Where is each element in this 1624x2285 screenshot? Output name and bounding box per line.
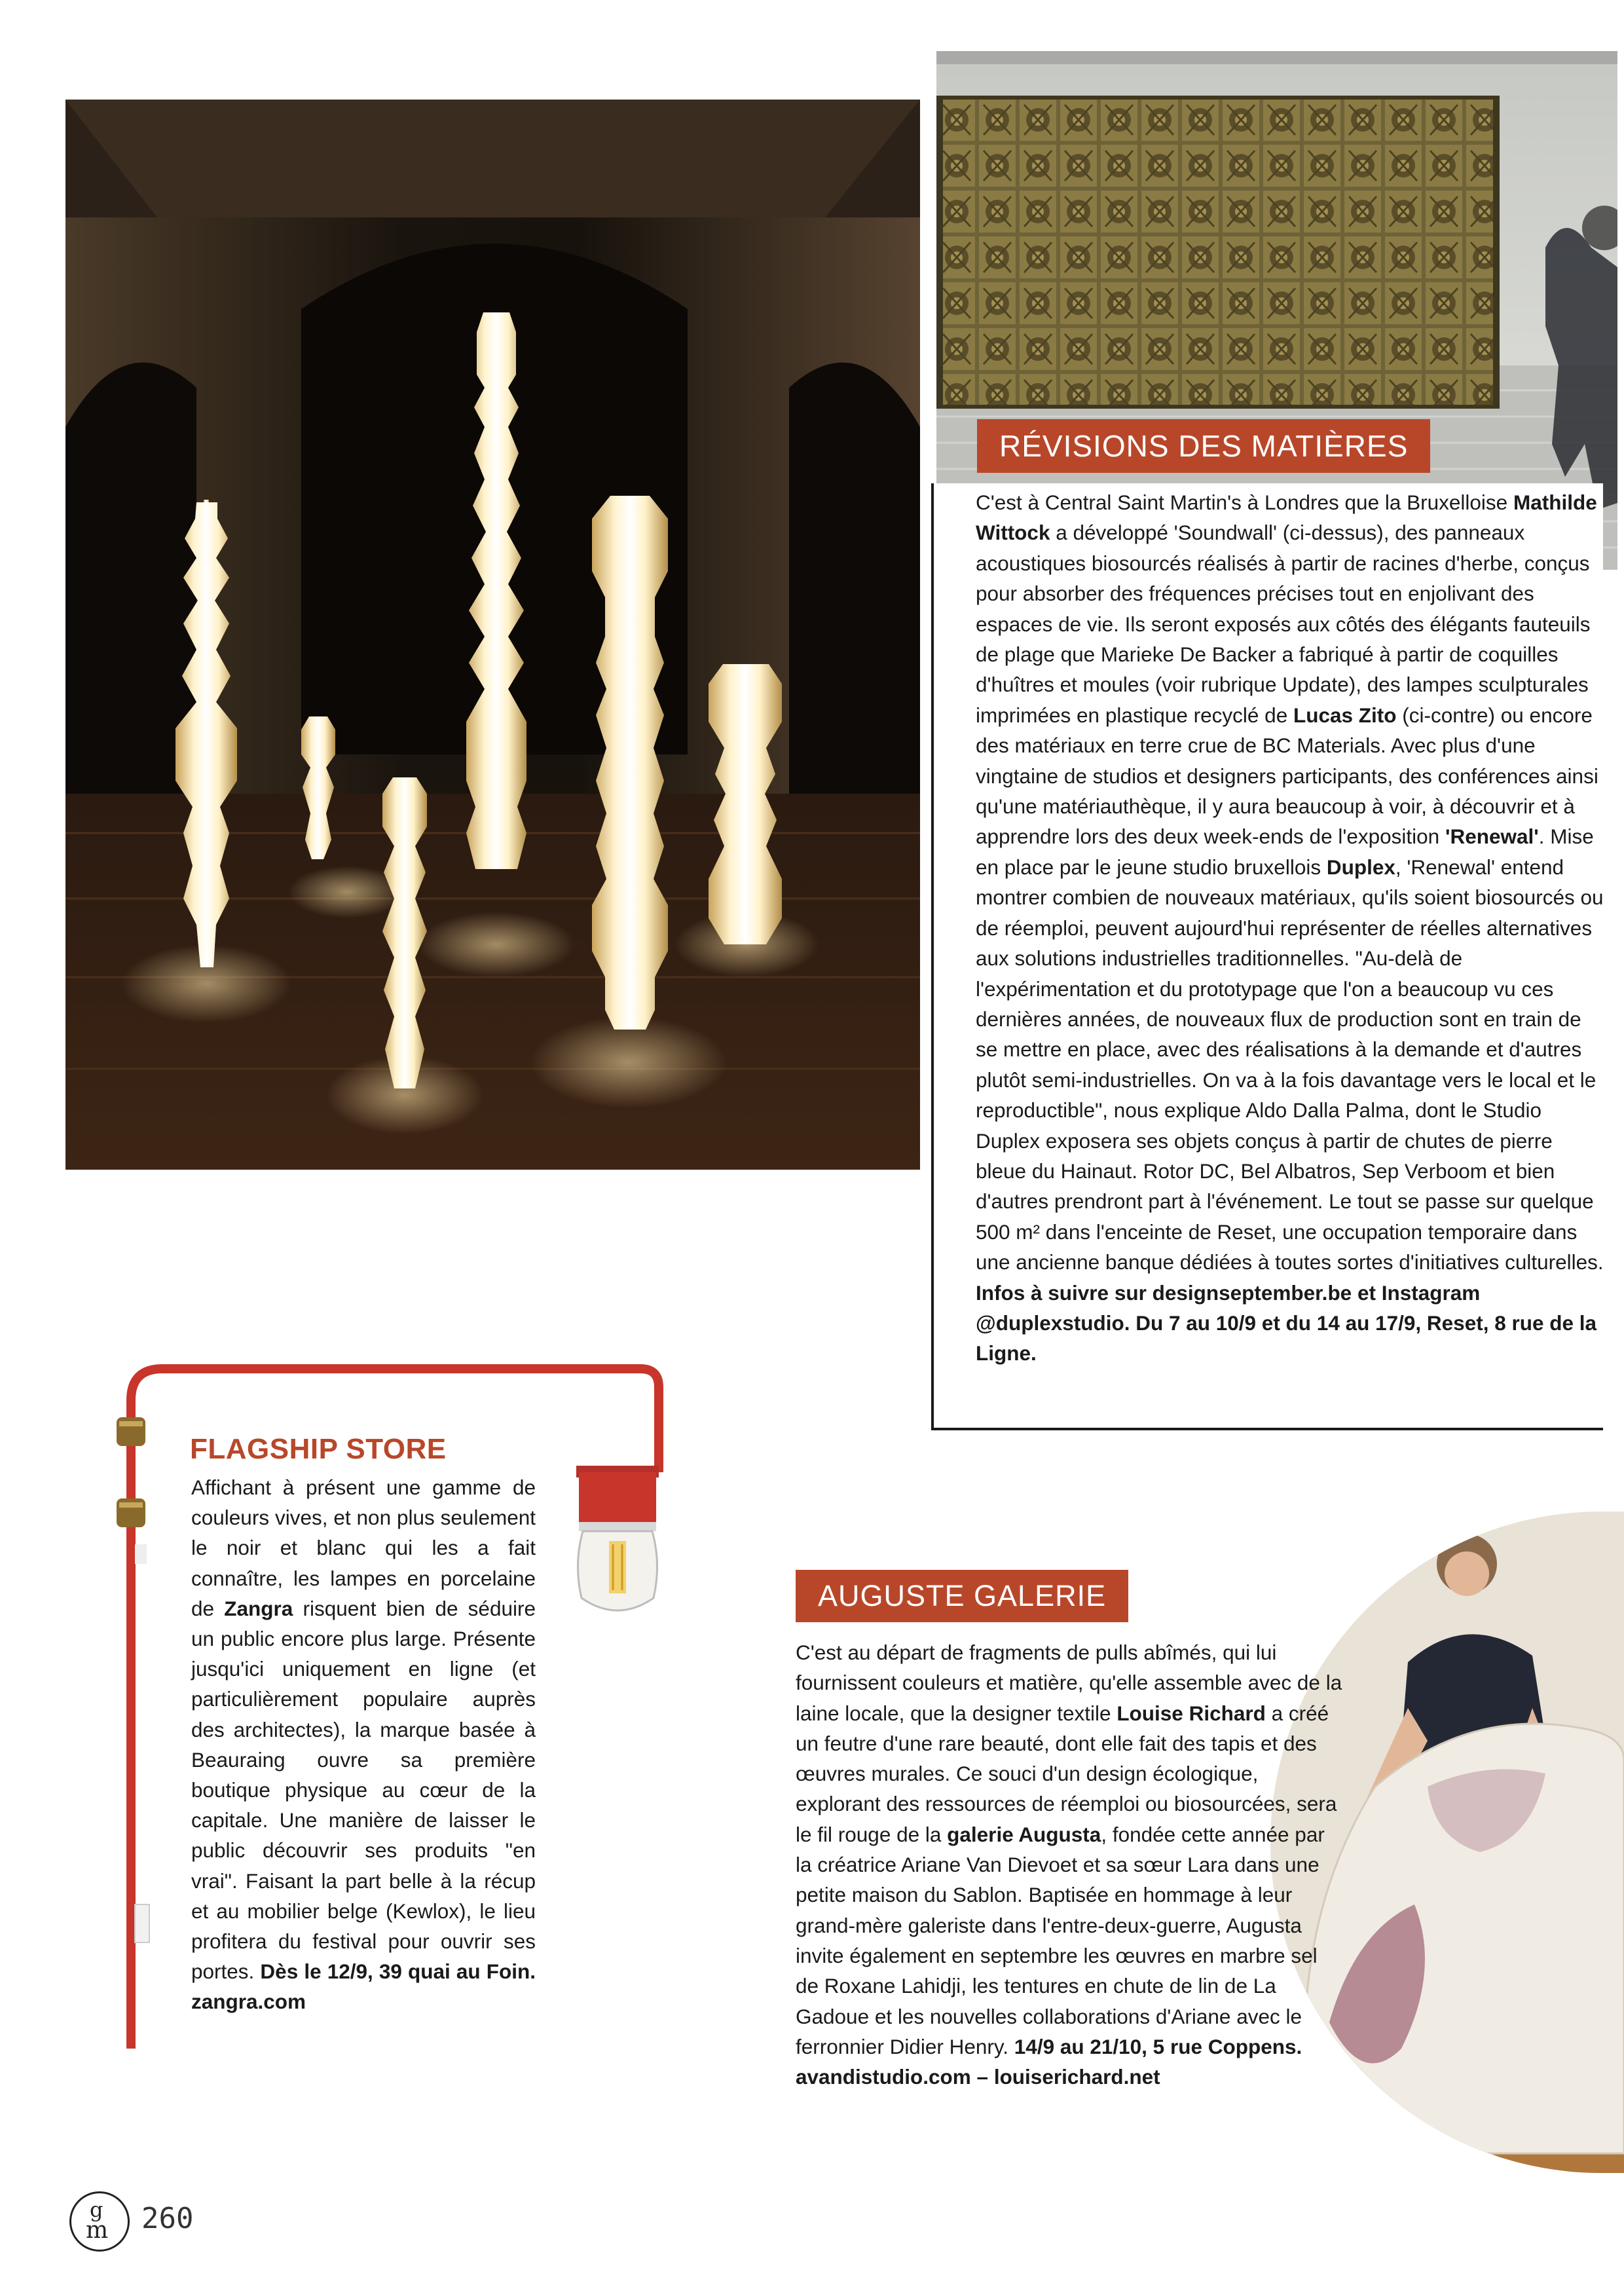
magazine-logo: [69, 2191, 130, 2252]
gallery-name-augusta: galerie Augusta: [947, 1822, 1101, 1846]
brand-name-zangra: Zangra: [224, 1596, 293, 1620]
auguste-body: [796, 1637, 1346, 2092]
revisions-text-3: (ci-contre) ou encore des matériaux en terre crue de BC Materials. Avec plus d'une vingtaine de studios et designers participants, des conférences ainsi qu'une matériauthèque, il y aura beaucoup à voir, à découvrir et à apprendre lors des deux week-ends de l'exposition: [976, 703, 1598, 849]
auguste-text-1: C'est au départ de fragments de pulls abîmés, qui lui fournissent couleurs et matière, qu'elle assemble avec de la laine locale, que la designer textile: [796, 1641, 1342, 1725]
revisions-heading: RÉVISIONS DES MATIÈRES: [977, 419, 1430, 473]
exhibition-name-renewal: 'Renewal': [1445, 825, 1539, 849]
revisions-text: [976, 487, 1608, 1369]
auguste-heading: AUGUSTE GALERIE: [796, 1570, 1128, 1622]
revisions-body: [976, 487, 1608, 1369]
lamps-photo: [65, 100, 920, 1170]
flagship-heading: FLAGSHIP STORE: [190, 1433, 447, 1465]
designer-name-zito: Lucas Zito: [1293, 703, 1397, 727]
revisions-text-5: , 'Renewal' entend montrer combien de nouveaux matériaux, qu'ils soient biosourcés ou de réemploi, peuvent aujourd'hui représenter de réelles alternatives aux solutions industrielles traditionnelles. "Au-delà de l'expérimentation et du prototypage que l'on a beaucoup vu ces dernières années, de nouveaux flux de production sont en train de se mettre en place, avec des réalisations à la demande et d'autres plutôt semi-industrielles. On va à la fois davantage vers le local et le reproductible", nous explique Aldo Dalla Palma, dont le Studio Duplex exposera ses objets conçus à partir de chutes de pierre bleue du Hainaut. Rotor DC, Bel Albatros, Sep Verboom et bien d'autres prendront part à l'événement. Le tout se passe sur quelque 500 m² dans l'enceinte de Reset, une occupation temporaire dans une ancienne banque dédiées à toutes sortes d'initiatives culturelles.: [976, 855, 1604, 1274]
logo-letter-top: g: [90, 2197, 103, 2222]
studio-name-duplex: Duplex: [1326, 855, 1395, 879]
auguste-text-3: , fondée cette année par la créatrice Ariane Van Dievoet et sa sœur Lara dans une petite maison du Sablon. Baptisée en hommage à leur grand-mère galeriste dans l'entre-deux-guerre, Augusta invite également en septembre les œuvres en marbre sel de Roxane Lahidji, les tentures en chute de lin de La Gadoue et les nouvelles collaborations d'Ariane avec le ferronnier Didier Henry.: [796, 1822, 1325, 2058]
designer-name-richard: Louise Richard: [1116, 1701, 1266, 1725]
auguste-text-2: a créé un feutre d'une rare beauté, dont elle fait des tapis et des œuvres murales. Ce souci d'un design écologique, explorant des ressources de réemploi ou biosourcées, sera le fil rouge de la: [796, 1701, 1337, 1846]
designer-name-wittock: Mathilde Wittock: [976, 491, 1597, 545]
revisions-text-1: C'est à Central Saint Martin's à Londres que la Bruxelloise: [976, 491, 1513, 514]
auguste-info: 14/9 au 21/10, 5 rue Coppens. avandistudio.com – louiserichard.net: [796, 2034, 1302, 2089]
flagship-text: [191, 1472, 536, 2017]
flagship-text-2: risquent bien de séduire un public encore plus large. Présente jusqu'ici uniquement en ligne (et particulièrement populaire auprès des architectes), la marque basée à Beauraing ouvre sa première boutique physique au cœur de la capitale. Une manière de laisser le public découvrir ses produits "en vrai". Faisant la part belle à la récup et au mobilier belge (Kewlox), le lieu profitera du festival pour ouvrir ses portes.: [191, 1596, 536, 1984]
flagship-info: Dès le 12/9, 39 quai au Foin. zangra.com: [191, 1960, 536, 2014]
revisions-text-2: a développé 'Soundwall' (ci-dessus), des panneaux acoustiques biosourcés réalisés à partir de racines d'herbe, conçus pour absorber des fréquences précises tout en enjolivant des espaces de vie. Ils seront exposés aux côtés des élégants fauteuils de plage que Marieke De Backer a fabriqué à partir de coquilles d'huîtres et moules (voir rubrique Update), des lampes sculpturales imprimées en plastique recyclé de: [976, 521, 1591, 727]
revisions-text-4: . Mise en place par le jeune studio bruxellois: [976, 825, 1594, 879]
logo-letter-bottom: m: [86, 2217, 109, 2244]
page-number: 260: [141, 2202, 194, 2235]
flagship-text-1: Affichant à présent une gamme de couleurs vives, et non plus seulement le noir et blanc qui les a fait connaître, les lampes en porcelaine de: [191, 1476, 536, 1620]
revisions-info: Infos à suivre sur designseptember.be et Instagram @duplexstudio. Du 7 au 10/9 et du 14 au 17/9, Reset, 8 rue de la Ligne.: [976, 1280, 1597, 1365]
auguste-text: [796, 1637, 1346, 2092]
flagship-body: [191, 1472, 536, 2017]
